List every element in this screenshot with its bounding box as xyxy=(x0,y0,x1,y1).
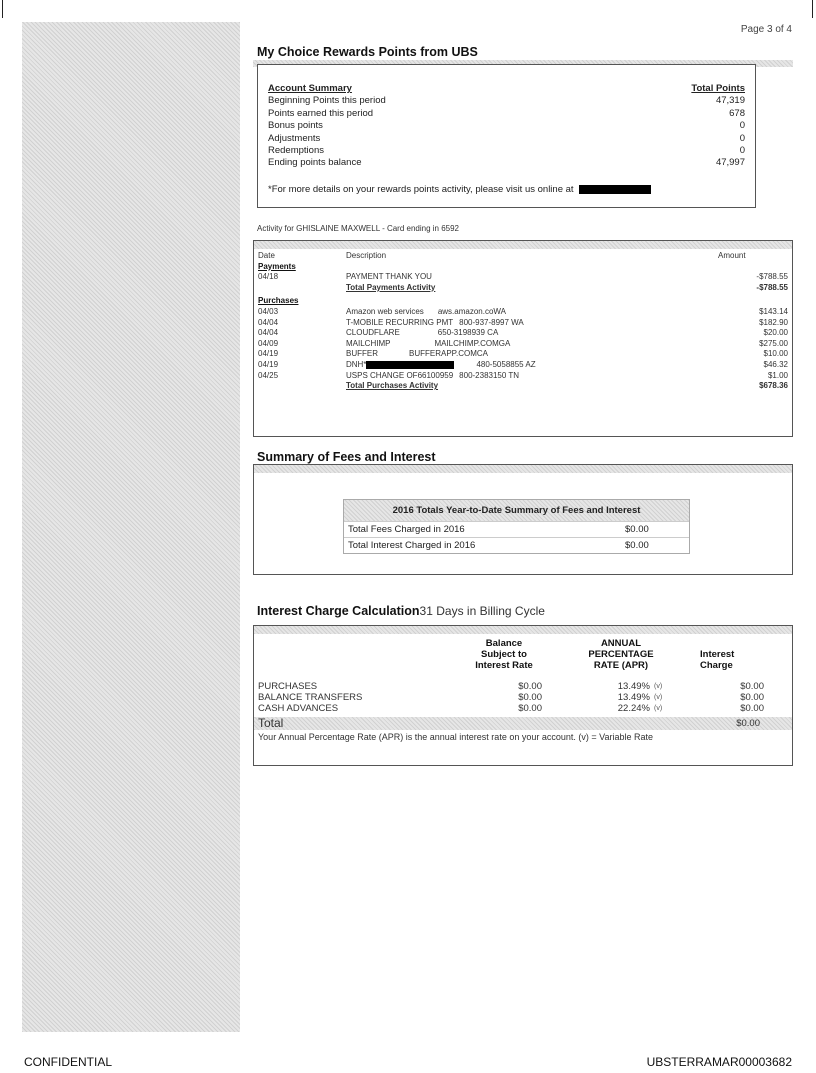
rewards-summary-box xyxy=(257,64,756,208)
payments-total-row: Total Payments Activity -$788.55 xyxy=(346,282,788,292)
rewards-row: Bonus points 0 xyxy=(268,120,745,132)
table-row: 04/04 CLOUDFLARE 650-3198939 CA $20.00 xyxy=(258,328,788,338)
interest-header-bar xyxy=(254,626,792,634)
table-row: BALANCE TRANSFERS $0.00 13.49% (v) $0.00 xyxy=(258,692,764,703)
interest-title: Interest Charge Calculation31 Days in Billing Cycle xyxy=(257,604,545,618)
table-row: CASH ADVANCES $0.00 22.24% (v) $0.00 xyxy=(258,703,764,714)
table-row: 04/18 PAYMENT THANK YOU -$788.55 xyxy=(258,272,788,282)
table-row: 04/19 BUFFER BUFFERAPP.COMCA $10.00 xyxy=(258,349,788,359)
rewards-row: Ending points balance 47,997 xyxy=(268,157,745,169)
fees-table-title: 2016 Totals Year-to-Date Summary of Fees and Interest xyxy=(344,500,689,521)
fees-summary-table xyxy=(343,499,690,554)
interest-table xyxy=(253,625,793,766)
corner-mark-left xyxy=(2,0,3,18)
table-row: Total Interest Charged in 2016 $0.00 xyxy=(344,537,689,553)
rewards-header-left: Account Summary xyxy=(268,83,352,94)
table-row: 04/03 Amazon web services aws.amazon.coWA $143.14 xyxy=(258,306,788,316)
rewards-header-right: Total Points xyxy=(691,83,745,94)
rewards-row: Points earned this period 678 xyxy=(268,107,745,119)
activity-caption: Activity for GHISLAINE MAXWELL - Card ending in 6592 xyxy=(257,224,460,233)
fees-title-bar xyxy=(254,465,792,473)
fees-box xyxy=(253,464,793,575)
interest-subtitle: 31 Days in Billing Cycle xyxy=(419,604,545,618)
page-number: Page 3 of 4 xyxy=(740,24,792,35)
col-balance-header: Balance Subject to Interest Rate xyxy=(475,638,533,671)
apr-note: Your Annual Percentage Rate (APR) is the annual interest rate on your account. (v) = Variable Rate xyxy=(258,732,653,742)
rewards-note: *For more details on your rewards points activity, please visit us online at xyxy=(268,184,745,195)
rewards-row: Redemptions 0 xyxy=(268,145,745,157)
col-charge-header: Interest Charge xyxy=(700,649,735,671)
activity-header-row: Date Description Amount xyxy=(258,251,746,260)
table-row: PURCHASES $0.00 13.49% (v) $0.00 xyxy=(258,681,764,692)
activity-table xyxy=(253,240,793,437)
table-row: 04/19 DNH* 480-5058855 AZ $46.32 xyxy=(258,359,788,369)
footer-bates-number: UBSTERRAMAR00003682 xyxy=(646,1055,792,1069)
purchases-label-row: Purchases xyxy=(258,296,299,306)
activity-header-bar xyxy=(254,241,792,249)
footer-confidential: CONFIDENTIAL xyxy=(24,1055,113,1069)
col-apr-header: ANNUAL PERCENTAGE RATE (APR) xyxy=(588,638,654,671)
table-row: Total Fees Charged in 2016 $0.00 xyxy=(344,521,689,537)
table-row: 04/09 MAILCHIMP MAILCHIMP.COMGA $275.00 xyxy=(258,338,788,348)
rewards-header-row xyxy=(268,83,745,95)
purchases-total-row: Total Purchases Activity $678.36 xyxy=(346,381,788,391)
rewards-title: My Choice Rewards Points from UBS xyxy=(257,45,478,59)
side-hatch-strip xyxy=(22,22,240,1032)
redaction-bar xyxy=(579,185,651,194)
interest-total-row: Total $0.00 xyxy=(254,717,792,730)
rewards-row: Beginning Points this period 47,319 xyxy=(268,95,745,107)
table-row: 04/04 T-MOBILE RECURRING PMT 800-937-8997 WA $182.90 xyxy=(258,317,788,327)
redaction-bar xyxy=(366,361,454,369)
fees-title: Summary of Fees and Interest xyxy=(257,450,436,464)
rewards-row: Adjustments 0 xyxy=(268,132,745,144)
corner-mark-right xyxy=(812,0,813,18)
payments-label-row: Payments xyxy=(258,261,296,271)
table-row: 04/25 USPS CHANGE OF66100959 800-2383150 TN $1.00 xyxy=(258,370,788,380)
